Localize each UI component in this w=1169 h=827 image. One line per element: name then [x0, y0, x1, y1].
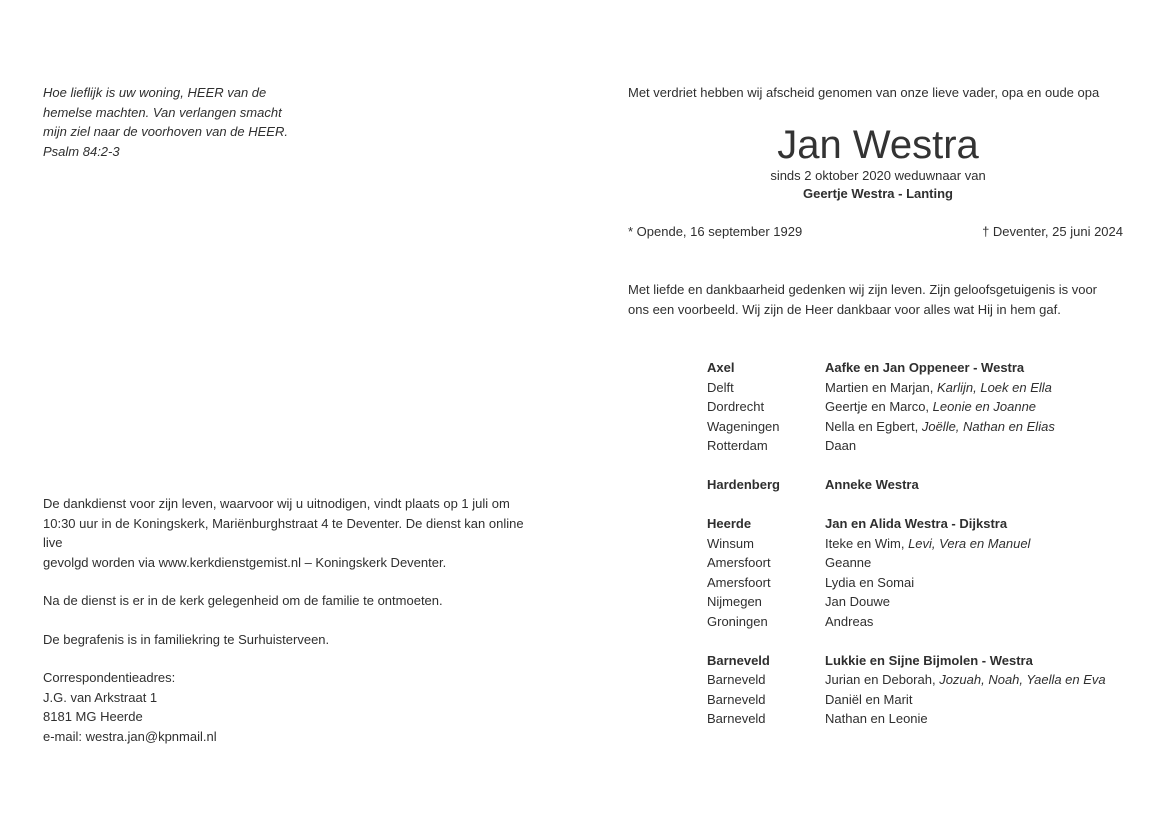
family-place: Dordrecht	[707, 399, 765, 414]
family-members: Daan	[825, 438, 857, 453]
intro-text: Met verdriet hebben wij afscheid genomen van onze lieve vader, opa en oude opa	[628, 85, 1100, 100]
family-names	[825, 612, 1127, 632]
family-members: Lukkie en Sijne Bijmolen - Westra	[825, 652, 1033, 668]
widower-since: sinds 2 oktober 2020 weduwnaar van	[770, 168, 986, 183]
spouse-name: Geertje Westra - Lanting	[802, 186, 953, 201]
family-names	[825, 417, 1127, 437]
family-row	[707, 709, 1127, 729]
family-members: Lydia en Somai	[825, 574, 915, 590]
family-group-head	[707, 358, 1127, 378]
family-members: Jurian en Deborah,	[825, 672, 940, 687]
family-members: Jan en Alida Westra - Dijkstra	[825, 516, 1008, 531]
group-spacer	[707, 495, 1127, 515]
memory-text	[628, 280, 1128, 319]
family-members: Nathan en Leonie	[825, 711, 928, 726]
family-place: Winsum	[707, 535, 754, 551]
service-info	[43, 494, 543, 746]
family-place: Amersfoort	[707, 555, 771, 570]
family-names	[825, 690, 1127, 710]
family-members: Andreas	[825, 613, 874, 629]
death-info: † Deventer, 25 juni 2024	[982, 224, 1123, 239]
family-group-head	[707, 651, 1127, 671]
verse-line: mijn ziel naar de voorhoven van de HEER.	[43, 124, 288, 139]
family-members: Iteke en Wim,	[825, 535, 909, 551]
family-row	[707, 417, 1127, 437]
family-names	[825, 378, 1127, 398]
family-place: Barneveld	[707, 711, 766, 726]
meeting-info: Na de dienst is er in de kerk gelegenheid om de familie te ontmoeten.	[43, 593, 443, 608]
service-line: gevolgd worden via www.kerkdienstgemist.nl – Koningskerk Deventer.	[43, 554, 447, 570]
verse-line: Hoe lieflijk is uw woning, HEER van de	[43, 85, 267, 100]
family-members: Daniël en Marit	[825, 691, 913, 707]
memory-line: Met liefde en dankbaarheid gedenken wij zijn leven. Zijn geloofsgetuigenis is voor	[628, 282, 1098, 297]
correspondence-street: J.G. van Arkstraat 1	[43, 689, 158, 705]
grandchildren-names: Leonie en Joanne	[932, 399, 1037, 414]
family-members: Jan Douwe	[825, 594, 891, 609]
birth-info: * Opende, 16 september 1929	[628, 224, 803, 239]
family-place: Hardenberg	[707, 477, 780, 492]
family-place: Nijmegen	[707, 594, 762, 609]
family-place: Groningen	[707, 613, 768, 629]
family-row	[707, 592, 1127, 612]
correspondence-label: Correspondentieadres:	[43, 670, 176, 685]
family-list	[707, 358, 1127, 729]
family-place: Amersfoort	[707, 574, 771, 590]
family-row	[707, 670, 1127, 690]
family-members: Aafke en Jan Oppeneer - Westra	[825, 360, 1025, 375]
family-names	[825, 709, 1127, 729]
family-members: Geertje en Marco,	[825, 399, 933, 414]
family-names	[825, 534, 1127, 554]
grandchildren-names: Karlijn, Loek en Ella	[937, 379, 1052, 395]
family-place: Barneveld	[707, 672, 766, 687]
family-names	[825, 651, 1127, 671]
family-row	[707, 397, 1127, 417]
family-names	[825, 358, 1127, 378]
family-names	[825, 592, 1127, 612]
family-group-head	[707, 514, 1127, 534]
service-line: 10:30 uur in de Koningskerk, Mariënburghstraat 4 te Deventer. De dienst kan online live	[43, 515, 524, 550]
family-names	[825, 670, 1127, 690]
family-place: Wageningen	[707, 418, 780, 434]
deceased-name: Jan Westra	[777, 123, 979, 167]
verse-reference: Psalm 84:2-3	[43, 143, 120, 159]
burial-info: De begrafenis is in familiekring te Surhuisterveen.	[43, 631, 330, 647]
family-row	[707, 534, 1127, 554]
correspondence-email: e-mail: westra.jan@kpnmail.nl	[43, 728, 217, 744]
family-names	[825, 436, 1127, 456]
family-names	[825, 573, 1127, 593]
family-names	[825, 514, 1127, 534]
family-members: Nella en Egbert,	[825, 418, 922, 434]
family-row	[707, 553, 1127, 573]
family-place: Heerde	[707, 516, 752, 531]
family-row	[707, 612, 1127, 632]
verse-line: hemelse machten. Van verlangen smacht	[43, 104, 282, 120]
correspondence-city: 8181 MG Heerde	[43, 709, 143, 724]
family-group-head	[707, 475, 1127, 495]
family-row	[707, 378, 1127, 398]
memory-line: ons een voorbeeld. Wij zijn de Heer dankbaar voor alles wat Hij in hem gaf.	[628, 301, 1061, 317]
group-spacer	[707, 456, 1127, 476]
family-place: Axel	[707, 360, 735, 375]
family-members: Geanne	[825, 555, 872, 570]
family-row	[707, 690, 1127, 710]
service-line: De dankdienst voor zijn leven, waarvoor wij u uitnodigen, vindt plaats op 1 juli om	[43, 496, 510, 511]
group-spacer	[707, 631, 1127, 651]
family-members: Martien en Marjan,	[825, 379, 937, 395]
family-row	[707, 573, 1127, 593]
family-row	[707, 436, 1127, 456]
psalm-verse	[43, 83, 313, 161]
grandchildren-names: Jozuah, Noah, Yaella en Eva	[939, 672, 1106, 687]
family-names	[825, 397, 1127, 417]
grandchildren-names: Levi, Vera en Manuel	[908, 535, 1031, 551]
grandchildren-names: Joëlle, Nathan en Elias	[921, 418, 1055, 434]
family-place: Barneveld	[707, 652, 770, 668]
family-place: Rotterdam	[707, 438, 768, 453]
family-place: Delft	[707, 379, 734, 395]
family-names	[825, 553, 1127, 573]
family-names	[825, 475, 1127, 495]
family-members: Anneke Westra	[825, 477, 919, 492]
family-place: Barneveld	[707, 691, 766, 707]
